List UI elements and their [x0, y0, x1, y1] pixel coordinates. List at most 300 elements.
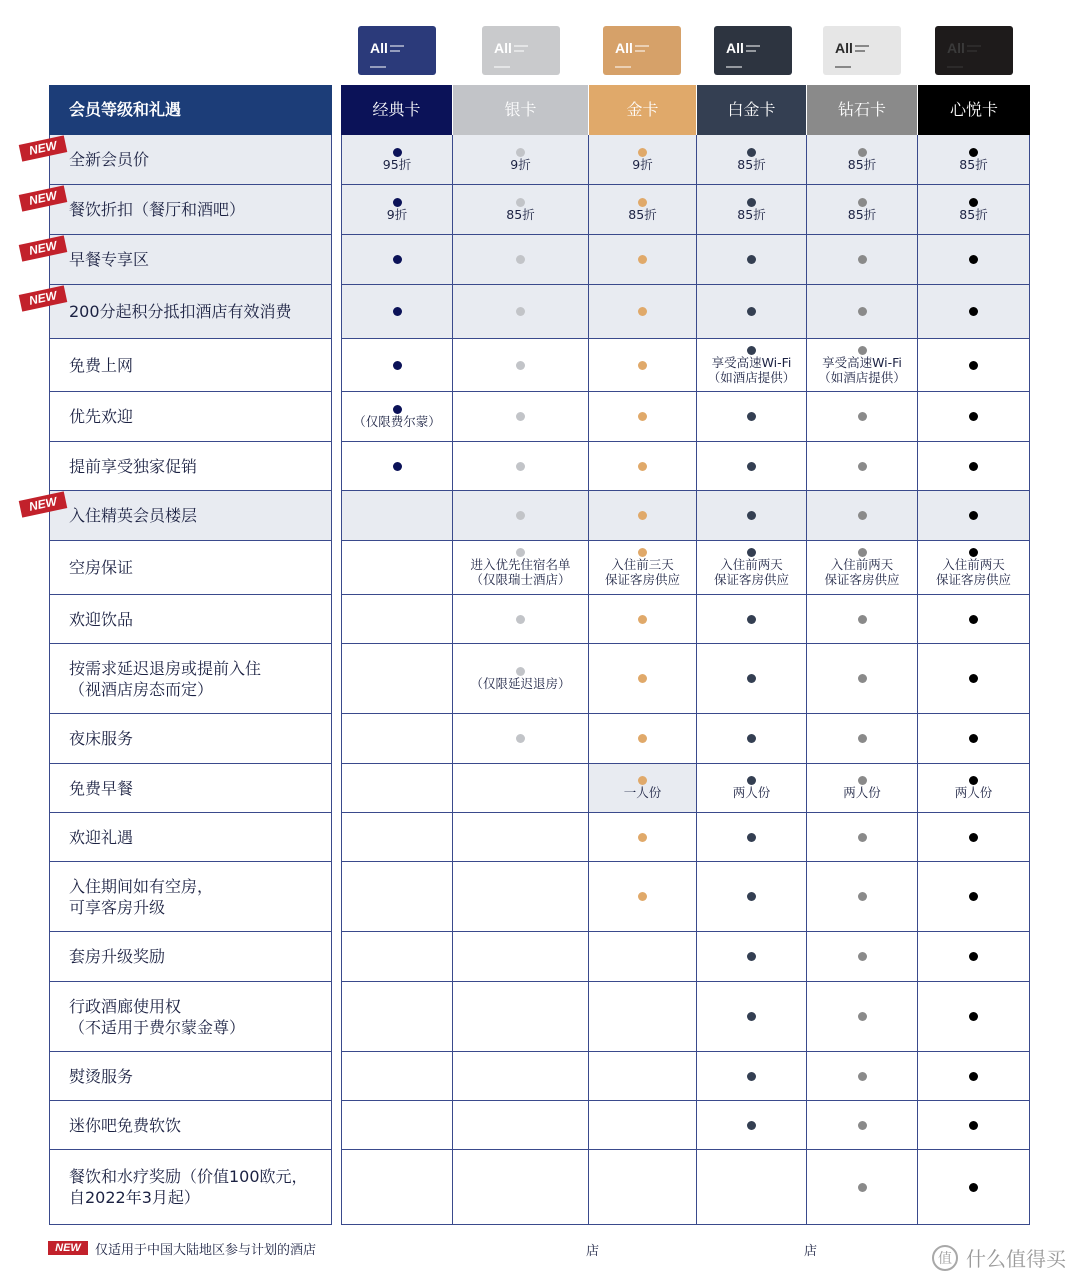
card-logo: All	[615, 40, 633, 56]
benefit-cell-gold	[589, 932, 697, 982]
footer-fragment: 店	[804, 1244, 818, 1259]
benefit-cell-diamond	[807, 764, 918, 813]
table-row	[49, 595, 1030, 644]
benefit-cell-platinum	[697, 813, 807, 862]
new-badge: NEW	[19, 491, 68, 517]
benefit-dot-icon	[747, 734, 756, 743]
benefit-cell-diamond	[807, 932, 918, 982]
benefit-dot-icon	[638, 734, 647, 743]
benefit-dot-icon	[638, 462, 647, 471]
benefit-cell-silver	[453, 339, 589, 392]
tier-header-limitless: 心悦卡	[918, 85, 1030, 135]
benefit-cell-limitless	[918, 862, 1030, 932]
benefit-dot-icon	[393, 198, 402, 207]
card-print-line	[726, 66, 742, 68]
benefit-cell-silver	[453, 595, 589, 644]
benefit-cell-text: 入住前三天	[611, 557, 674, 572]
benefit-cell-diamond	[807, 285, 918, 339]
benefit-cell-text: 入住前两天	[830, 557, 894, 572]
benefit-dot-icon	[969, 412, 978, 421]
table-row	[49, 185, 1030, 235]
benefit-cell-diamond	[807, 185, 918, 235]
benefit-cell-text: 85折	[847, 156, 877, 172]
benefit-label-line: 夜床服务	[69, 729, 134, 748]
benefit-cell-diamond	[807, 1052, 918, 1101]
benefit-dot-icon	[858, 1121, 867, 1130]
card-print-line	[514, 50, 524, 52]
benefit-label	[49, 392, 332, 442]
benefit-cell-limitless	[918, 595, 1030, 644]
benefit-dot-icon	[858, 548, 867, 557]
benefit-cell-text: 95折	[382, 156, 412, 172]
benefit-label	[49, 491, 332, 541]
benefit-dot-icon	[969, 833, 978, 842]
benefit-dot-icon	[747, 892, 756, 901]
benefit-cell-silver	[453, 932, 589, 982]
benefit-cell-classic	[341, 185, 453, 235]
benefit-dot-icon	[638, 892, 647, 901]
benefit-cell-silver	[453, 1101, 589, 1150]
benefit-cell-limitless	[918, 1150, 1030, 1225]
benefit-dot-icon	[969, 1012, 978, 1021]
benefit-cell-gold	[589, 644, 697, 714]
table-row	[49, 135, 1030, 185]
benefit-cell-gold	[589, 285, 697, 339]
benefit-cell-limitless	[918, 982, 1030, 1052]
benefit-cell-silver	[453, 644, 589, 714]
benefit-dot-icon	[638, 361, 647, 370]
benefit-label-line: 优先欢迎	[69, 407, 134, 426]
benefit-label	[49, 932, 332, 982]
benefit-cell-limitless	[918, 714, 1030, 764]
benefit-dot-icon	[858, 833, 867, 842]
benefit-cell-silver	[453, 285, 589, 339]
benefit-cell-silver	[453, 1150, 589, 1225]
benefit-cell-gold	[589, 491, 697, 541]
benefit-cell-text: 9折	[386, 206, 408, 222]
benefit-dot-icon	[969, 255, 978, 264]
benefit-cell-platinum	[697, 982, 807, 1052]
benefit-cell-limitless	[918, 644, 1030, 714]
card-print-line	[370, 66, 386, 68]
tier-header-platinum: 白金卡	[697, 85, 806, 135]
membership-cards	[0, 0, 1080, 84]
benefit-dot-icon	[393, 361, 402, 370]
table-header-label: 会员等级和礼遇	[49, 85, 332, 135]
benefit-label-line: 空房保证	[69, 558, 134, 577]
benefit-cell-silver	[453, 135, 589, 185]
benefit-dot-icon	[747, 511, 756, 520]
benefit-cell-platinum	[697, 442, 807, 491]
benefit-dot-icon	[747, 346, 756, 355]
benefit-cell-silver	[453, 714, 589, 764]
benefit-label	[49, 339, 332, 392]
benefit-dot-icon	[638, 307, 647, 316]
benefit-cell-classic	[341, 595, 453, 644]
footer-new-badge: NEW	[48, 1241, 88, 1255]
benefit-dot-icon	[516, 255, 525, 264]
benefit-label	[49, 595, 332, 644]
benefit-cell-silver	[453, 392, 589, 442]
benefit-cell-text: （仅限延迟退房）	[470, 675, 571, 691]
benefit-cell-text: 进入优先住宿名单	[470, 557, 571, 572]
benefit-cell-limitless	[918, 135, 1030, 185]
benefit-label-line: 行政酒廊使用权	[69, 996, 182, 1016]
benefit-label-line: 餐饮折扣（餐厅和酒吧）	[69, 200, 246, 219]
benefit-label	[49, 862, 332, 932]
new-badge: NEW	[19, 285, 68, 311]
benefit-dot-icon	[516, 412, 525, 421]
benefit-cell-platinum	[697, 491, 807, 541]
benefit-dot-icon	[858, 892, 867, 901]
benefit-dot-icon	[393, 255, 402, 264]
benefit-dot-icon	[393, 405, 402, 414]
benefit-cell-text: 入住前两天	[720, 557, 783, 572]
benefit-cell-platinum	[697, 185, 807, 235]
card-print-line	[855, 50, 865, 52]
benefit-label-line: 欢迎饮品	[69, 609, 134, 629]
table-row	[49, 1052, 1030, 1101]
benefit-cell-limitless	[918, 932, 1030, 982]
benefit-dot-icon	[747, 776, 756, 785]
benefit-cell-platinum	[697, 339, 807, 392]
table-row	[49, 862, 1030, 932]
benefit-cell-classic	[341, 235, 453, 285]
benefit-label-line: 免费早餐	[69, 778, 134, 798]
benefit-label-line: 可享客房升级	[69, 897, 166, 917]
table-row	[49, 339, 1030, 392]
benefit-cell-text: 两人份	[843, 785, 881, 800]
benefit-dot-icon	[858, 952, 867, 961]
benefit-cell-limitless	[918, 813, 1030, 862]
benefit-cell-diamond	[807, 644, 918, 714]
benefit-dot-icon	[858, 1183, 867, 1192]
table-row	[49, 1150, 1030, 1225]
benefit-label	[49, 541, 332, 595]
benefit-cell-gold	[589, 442, 697, 491]
benefit-cell-limitless	[918, 1101, 1030, 1150]
benefit-cell-text: （如酒店提供）	[818, 369, 906, 385]
benefit-cell-gold	[589, 185, 697, 235]
benefit-cell-platinum	[697, 595, 807, 644]
benefit-label	[49, 764, 332, 813]
benefit-label-line: 自2022年3月起）	[69, 1188, 200, 1207]
benefit-cell-classic	[341, 1101, 453, 1150]
benefit-cell-classic	[341, 491, 453, 541]
benefit-cell-platinum	[697, 932, 807, 982]
benefit-cell-text: （如酒店提供）	[707, 369, 796, 385]
benefit-cell-classic	[341, 932, 453, 982]
benefit-cell-platinum	[697, 644, 807, 714]
benefit-cell-text: 85折	[737, 156, 766, 172]
benefit-dot-icon	[638, 148, 647, 157]
benefit-label	[49, 644, 332, 714]
benefit-dot-icon	[747, 255, 756, 264]
benefit-cell-platinum	[697, 862, 807, 932]
card-image-gold	[603, 26, 681, 75]
benefit-label-line: 早餐专享区	[69, 250, 150, 269]
benefit-dot-icon	[969, 307, 978, 316]
benefit-dot-icon	[969, 952, 978, 961]
benefit-cell-limitless	[918, 541, 1030, 595]
benefit-dot-icon	[858, 1012, 867, 1021]
benefit-cell-classic	[341, 982, 453, 1052]
benefit-dot-icon	[516, 198, 525, 207]
benefit-dot-icon	[969, 674, 978, 683]
benefit-cell-gold	[589, 982, 697, 1052]
benefit-cell-silver	[453, 185, 589, 235]
benefit-cell-text: 保证客房供应	[935, 572, 1011, 587]
benefit-cell-text: 入住前两天	[942, 557, 1005, 572]
benefit-cell-limitless	[918, 235, 1030, 285]
benefit-dot-icon	[858, 1072, 867, 1081]
benefit-cell-text: （仅限瑞士酒店）	[470, 572, 571, 587]
benefit-cell-limitless	[918, 392, 1030, 442]
benefit-cell-gold	[589, 1052, 697, 1101]
card-print-line	[746, 50, 756, 52]
benefit-cell-gold	[589, 392, 697, 442]
benefit-dot-icon	[858, 148, 867, 157]
benefit-dot-icon	[747, 462, 756, 471]
benefit-dot-icon	[747, 615, 756, 624]
benefit-cell-classic	[341, 541, 453, 595]
benefit-dot-icon	[858, 734, 867, 743]
table-row	[49, 392, 1030, 442]
benefit-dot-icon	[858, 255, 867, 264]
watermark	[932, 1243, 1066, 1272]
benefit-label	[49, 714, 332, 764]
table-row	[49, 442, 1030, 491]
footer-note-text: 仅适用于中国大陆地区参与计划的酒店	[95, 1242, 317, 1258]
benefit-cell-silver	[453, 764, 589, 813]
benefit-dot-icon	[747, 548, 756, 557]
benefit-cell-platinum	[697, 1150, 807, 1225]
benefit-dot-icon	[969, 361, 978, 370]
benefit-dot-icon	[638, 198, 647, 207]
benefit-cell-limitless	[918, 1052, 1030, 1101]
benefit-cell-gold	[589, 862, 697, 932]
table-row	[49, 235, 1030, 285]
benefit-dot-icon	[516, 511, 525, 520]
benefit-dot-icon	[969, 462, 978, 471]
benefit-dot-icon	[969, 1183, 978, 1192]
benefit-cell-diamond	[807, 862, 918, 932]
benefit-dot-icon	[516, 148, 525, 157]
benefit-label-line: 欢迎礼遇	[69, 827, 134, 847]
card-image-diamond	[823, 26, 901, 75]
benefit-cell-classic	[341, 714, 453, 764]
benefit-dot-icon	[747, 412, 756, 421]
benefit-dot-icon	[969, 148, 978, 157]
card-image-classic	[358, 26, 436, 75]
table-row	[49, 491, 1030, 541]
benefit-cell-text: 享受高速Wi-Fi	[711, 354, 792, 370]
benefit-cell-gold	[589, 764, 697, 813]
card-image-limitless	[935, 26, 1013, 75]
benefit-cell-platinum	[697, 1101, 807, 1150]
benefit-cell-gold	[589, 595, 697, 644]
card-print-line	[635, 45, 649, 47]
benefit-label-line: 免费上网	[69, 355, 134, 375]
benefit-cell-diamond	[807, 714, 918, 764]
benefit-dot-icon	[516, 667, 525, 676]
card-print-line	[947, 66, 963, 68]
table-row	[49, 1101, 1030, 1150]
benefit-cell-platinum	[697, 714, 807, 764]
benefit-cell-text: 一人份	[623, 785, 662, 800]
benefit-cell-limitless	[918, 442, 1030, 491]
benefit-label-line: 入住精英会员楼层	[69, 506, 198, 525]
benefit-dot-icon	[638, 412, 647, 421]
benefit-cell-text: 85折	[847, 206, 877, 222]
benefit-cell-classic	[341, 644, 453, 714]
benefit-dot-icon	[858, 511, 867, 520]
benefit-label-line: 按需求延迟退房或提前入住	[69, 658, 262, 678]
benefit-cell-text: 享受高速Wi-Fi	[822, 354, 902, 370]
card-print-line	[615, 66, 631, 68]
benefit-dot-icon	[969, 892, 978, 901]
benefit-label	[49, 982, 332, 1052]
benefit-dot-icon	[638, 776, 647, 785]
benefit-dot-icon	[969, 1072, 978, 1081]
benefit-cell-text: 保证客房供应	[604, 572, 680, 587]
watermark-text: 什么值得买	[966, 1247, 1066, 1271]
card-image-platinum	[714, 26, 792, 75]
benefit-dot-icon	[393, 148, 402, 157]
benefit-dot-icon	[969, 734, 978, 743]
card-print-line	[855, 45, 869, 47]
table-row	[49, 813, 1030, 862]
benefit-dot-icon	[747, 148, 756, 157]
benefit-cell-classic	[341, 1150, 453, 1225]
benefit-cell-text: 两人份	[732, 785, 771, 800]
benefit-dot-icon	[516, 548, 525, 557]
benefit-dot-icon	[747, 1121, 756, 1130]
benefit-dot-icon	[747, 1012, 756, 1021]
table-row	[49, 982, 1030, 1052]
benefit-cell-silver	[453, 982, 589, 1052]
table-row	[49, 714, 1030, 764]
benefit-dot-icon	[747, 1072, 756, 1081]
benefit-dot-icon	[747, 307, 756, 316]
tier-header-classic: 经典卡	[341, 85, 452, 135]
benefit-dot-icon	[638, 548, 647, 557]
benefit-cell-diamond	[807, 595, 918, 644]
benefit-dot-icon	[516, 734, 525, 743]
benefit-dot-icon	[516, 462, 525, 471]
benefit-dot-icon	[638, 255, 647, 264]
benefit-cell-limitless	[918, 491, 1030, 541]
benefit-cell-diamond	[807, 813, 918, 862]
card-print-line	[494, 66, 510, 68]
table-row	[49, 644, 1030, 714]
footer-note	[48, 1240, 316, 1256]
benefit-dot-icon	[969, 1121, 978, 1130]
benefit-label-line: （视酒店房态而定）	[69, 679, 214, 699]
tier-header-gold: 金卡	[589, 85, 696, 135]
benefit-cell-text: 保证客房供应	[824, 572, 900, 587]
benefit-label	[49, 235, 332, 285]
benefit-label-line: 入住期间如有空房，	[69, 876, 214, 896]
tier-header-diamond: 钻石卡	[807, 85, 917, 135]
benefit-dot-icon	[638, 511, 647, 520]
benefit-label	[49, 185, 332, 235]
benefit-cell-platinum	[697, 135, 807, 185]
benefit-cell-gold	[589, 714, 697, 764]
benefit-cell-limitless	[918, 339, 1030, 392]
benefit-label-line: 200分起积分抵扣酒店有效消费	[69, 302, 292, 321]
card-print-line	[835, 66, 851, 68]
benefit-cell-platinum	[697, 235, 807, 285]
benefit-dot-icon	[858, 412, 867, 421]
benefit-cell-text: 85折	[628, 206, 657, 222]
benefit-label-line: 迷你吧免费软饮	[69, 1115, 182, 1135]
benefit-cell-gold	[589, 235, 697, 285]
benefit-cell-classic	[341, 392, 453, 442]
benefit-dot-icon	[858, 198, 867, 207]
benefit-dot-icon	[858, 307, 867, 316]
benefit-dot-icon	[858, 462, 867, 471]
benefit-cell-silver	[453, 235, 589, 285]
benefit-cell-classic	[341, 135, 453, 185]
table-row	[49, 764, 1030, 813]
benefit-cell-gold	[589, 541, 697, 595]
benefit-cell-gold	[589, 813, 697, 862]
card-logo: All	[947, 40, 965, 56]
benefit-cell-limitless	[918, 285, 1030, 339]
benefit-cell-text: 85折	[737, 206, 766, 222]
benefit-dot-icon	[638, 833, 647, 842]
card-print-line	[967, 45, 981, 47]
benefit-dot-icon	[969, 511, 978, 520]
new-badge: NEW	[19, 185, 68, 211]
benefit-cell-text: 85折	[959, 206, 988, 222]
benefit-cell-text: 85折	[506, 206, 535, 222]
benefit-label-line: 餐饮和水疗奖励（价值100欧元，	[69, 1167, 308, 1186]
benefit-cell-silver	[453, 862, 589, 932]
benefit-cell-diamond	[807, 392, 918, 442]
benefit-cell-limitless	[918, 764, 1030, 813]
benefit-dot-icon	[858, 346, 867, 355]
benefit-cell-diamond	[807, 982, 918, 1052]
benefit-label	[49, 1101, 332, 1150]
card-logo: All	[726, 40, 744, 56]
footer-fragment: 店	[586, 1244, 600, 1259]
benefit-dot-icon	[969, 615, 978, 624]
benefit-dot-icon	[516, 307, 525, 316]
benefit-dot-icon	[516, 615, 525, 624]
benefit-dot-icon	[969, 548, 978, 557]
benefit-cell-platinum	[697, 392, 807, 442]
benefit-cell-text: （仅限费尔蒙）	[353, 413, 441, 429]
benefit-label-line: 套房升级奖励	[69, 947, 166, 966]
benefit-dot-icon	[393, 307, 402, 316]
card-print-line	[635, 50, 645, 52]
benefit-cell-classic	[341, 442, 453, 491]
benefit-cell-platinum	[697, 541, 807, 595]
benefit-cell-diamond	[807, 541, 918, 595]
card-image-silver	[482, 26, 560, 75]
benefit-dot-icon	[747, 674, 756, 683]
benefit-cell-classic	[341, 764, 453, 813]
benefit-cell-platinum	[697, 764, 807, 813]
benefit-dot-icon	[393, 462, 402, 471]
benefit-cell-gold	[589, 339, 697, 392]
benefit-dot-icon	[747, 952, 756, 961]
benefit-dot-icon	[858, 776, 867, 785]
watermark-icon: 值	[932, 1245, 958, 1271]
new-badge: NEW	[19, 135, 68, 161]
